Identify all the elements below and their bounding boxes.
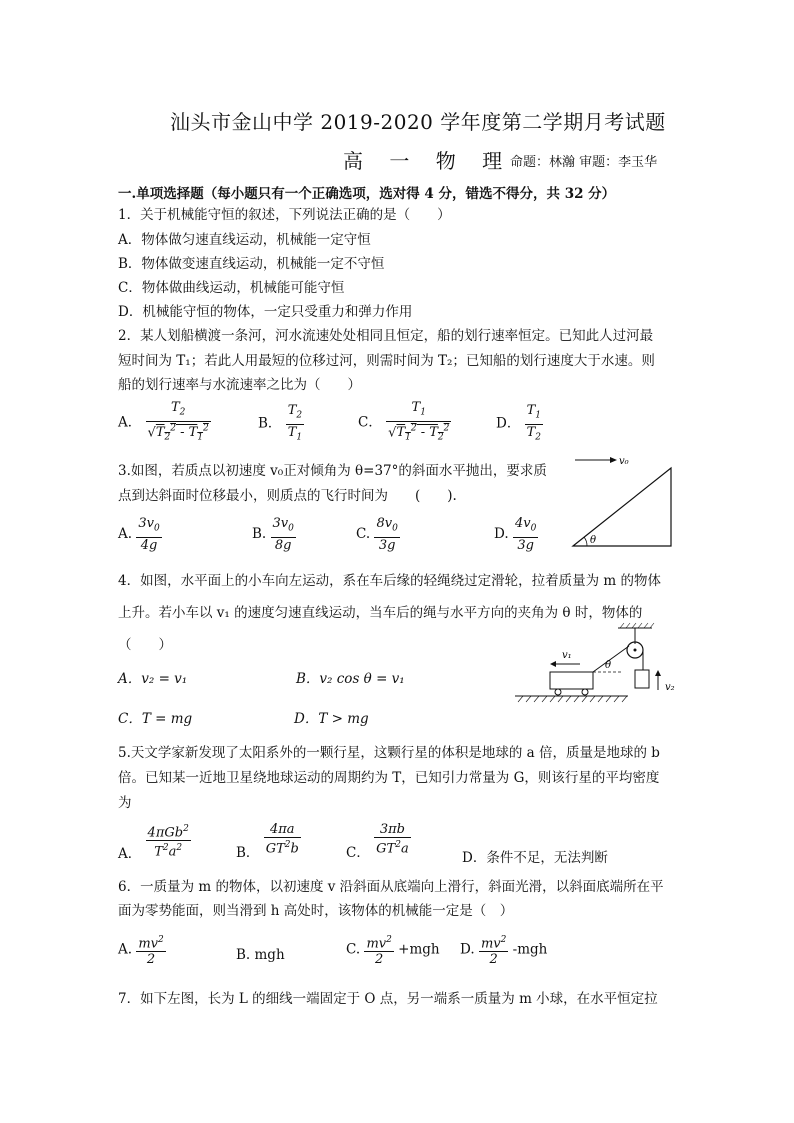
q3-formula-c: $\frac{8v_0}{3g}$: [376, 516, 398, 553]
q5-option-c-label: C．: [346, 844, 370, 861]
q7-line-1: 7．如下左图，长为 L 的细线一端固定于 O 点，另一端系一质量为 m 小球，在水平恒定拉: [118, 991, 658, 1007]
q2-option-b: [258, 403, 304, 445]
q5-line-2: 倍。已知某一近地卫星绕地球运动的周期约为 T，已知引力常量为 G，则该行星的平均密度: [118, 770, 660, 786]
q4-cart: [550, 672, 593, 689]
q3-option-c-label: C.: [356, 525, 371, 542]
q2-formula-c: $\frac{T_1}{√T_1^2 - T_2^2}$: [388, 400, 450, 443]
section-heading: 一.单项选择题（每小题只有一个正确选项，选对得 4 分，错选不得分，共 32 分）: [118, 186, 616, 202]
q2-line-2: 短时间为 T₁；若此人用最短的位移过河，则需时间为 T₂；已知船的划行速度大于水速。则: [118, 353, 655, 369]
q4-option-a: A．v₂ = v₁: [118, 671, 188, 687]
q3-option-d: [494, 516, 538, 553]
q5-line-1: 5.天文学家新发现了太阳系外的一颗行星，这颗行星的体积是地球的 a 倍，质量是地球的 b: [118, 745, 660, 761]
q1-option-c: C．物体做曲线运动，机械能可能守恒: [118, 280, 345, 296]
q6-option-d-suffix: -mgh: [512, 941, 548, 958]
q2-formula-b: $\frac{T_2}{T_1}$: [287, 403, 303, 443]
q6-line-1: 6．一质量为 m 的物体，以初速度 v 沿斜面从底端向上滑行，斜面光滑，以斜面底端所在平: [118, 879, 664, 895]
q5-option-a-label: A．: [118, 846, 142, 863]
q6-option-a: [118, 933, 166, 967]
q2-line-1: 2．某人划船横渡一条河，河水流速处处相同且恒定，船的划行速率恒定。已知此人过河最: [118, 328, 654, 344]
q2-option-a: [118, 400, 211, 446]
q6-option-a-label: A.: [118, 941, 133, 958]
q5-option-b: [236, 822, 301, 861]
q6-line-2: 面为零势能面，则当滑到 h 高处时，该物体的机械能一定是（ ）: [118, 903, 514, 919]
q2-option-c: [358, 400, 451, 446]
q3-incline-figure: [565, 450, 685, 550]
q1-option-a: A．物体做匀速直线运动，机械能一定守恒: [118, 232, 371, 248]
q6-option-c: [346, 933, 440, 967]
q4-line-1: 4．如图，水平面上的小车向左运动，系在车后缘的轻绳绕过定滑轮，拉着质量为 m 的物体: [118, 573, 661, 589]
q4-theta-label: θ: [605, 660, 612, 671]
q3-theta-label: θ: [590, 535, 597, 546]
q6-option-b: B. mgh: [236, 947, 285, 963]
q5-formula-a: $\frac{4\pi Gb^2}{T^2a^2}$: [147, 824, 189, 860]
q4-pulley-figure: [510, 622, 685, 710]
q6-option-c-suffix: +mgh: [398, 941, 440, 958]
q3-option-a-label: A.: [118, 525, 133, 542]
exam-title: 汕头市金山中学 2019-2020 学年度第二学期月考试题: [170, 110, 666, 134]
q2-formula-a: $\frac{T_2}{√T_2^2 - T_1^2}$: [147, 400, 209, 443]
q5-option-b-label: B．: [236, 844, 260, 861]
q5-option-d: D．条件不足，无法判断: [462, 850, 608, 866]
q3-option-d-label: D.: [494, 525, 509, 542]
author-info: 命题：林瀚 审题：李玉华: [510, 155, 658, 170]
q2-option-c-label: C．: [358, 414, 382, 431]
q1-option-b: B．物体做变速直线运动，机械能一定不守恒: [118, 256, 385, 272]
q5-line-3: 为: [118, 795, 132, 811]
q3-v0-label: v₀: [619, 456, 629, 467]
q3-formula-a: $\frac{3v_0}{4g}$: [138, 516, 160, 553]
q3-line-1: 3.如图，若质点以初速度 v₀正对倾角为 θ=37°的斜面水平抛出，要求质: [118, 463, 547, 479]
q2-option-d-label: D．: [496, 415, 521, 432]
q3-incline-triangle: [573, 468, 671, 546]
q3-angle-arc: [584, 537, 587, 546]
q5-formula-c: $\frac{3\pi b}{GT^2a}$: [376, 822, 409, 857]
q3-option-b-label: B.: [252, 525, 267, 542]
q3-option-c: [356, 516, 400, 553]
q2-option-b-label: B．: [258, 415, 282, 432]
q6-option-c-label: C.: [346, 941, 361, 958]
q5-formula-b: $\frac{4\pi a}{GT^2b}$: [265, 822, 299, 857]
q3-velocity-arrowhead: [610, 457, 617, 463]
q6-formula-d: $\frac{mv^2}{2}$: [480, 935, 507, 968]
q6-option-d-label: D.: [460, 941, 475, 958]
q1-stem: 1．关于机械能守恒的叙述，下列说法正确的是（ ）: [118, 207, 451, 223]
q3-formula-b: $\frac{3v_0}{8g}$: [272, 516, 294, 553]
q4-line-2: 上升。若小车以 v₁ 的速度匀速直线运动，当车后的绳与水平方向的夹角为 θ 时，物体的: [118, 605, 643, 621]
q4-option-b: B．v₂ cos θ = v₁: [296, 671, 405, 687]
q3-option-b: [252, 516, 296, 553]
q4-option-c: C．T = mg: [118, 711, 193, 727]
q3-option-a: [118, 516, 162, 553]
q2-option-d: [496, 403, 543, 445]
q6-option-d: [460, 933, 547, 967]
q2-line-3: 船的划行速率与水流速率之比为（ ）: [118, 377, 361, 393]
q1-option-d: D．机械能守恒的物体，一定只受重力和弹力作用: [118, 304, 413, 320]
q4-v2-label: v₂: [665, 682, 675, 693]
q4-line-3: （ ）: [118, 637, 172, 653]
q5-option-a: [118, 822, 191, 863]
q2-formula-d: $\frac{T_1}{T_2}$: [526, 403, 542, 443]
q6-formula-c: $\frac{mv^2}{2}$: [366, 935, 392, 968]
q4-v1-label: v₁: [562, 650, 572, 661]
q3-formula-d: $\frac{4v_0}{3g}$: [514, 516, 537, 553]
q5-option-c: [346, 822, 411, 861]
q6-formula-a: $\frac{mv^2}{2}$: [138, 935, 164, 968]
q2-option-a-label: A．: [118, 414, 142, 431]
q4-option-d: D．T > mg: [294, 711, 369, 727]
subject-title: 高 一 物 理: [343, 149, 513, 173]
q3-line-2: 点到达斜面时位移最小，则质点的飞行时间为 ( ).: [118, 488, 457, 504]
q4-hanging-block: [635, 670, 649, 688]
